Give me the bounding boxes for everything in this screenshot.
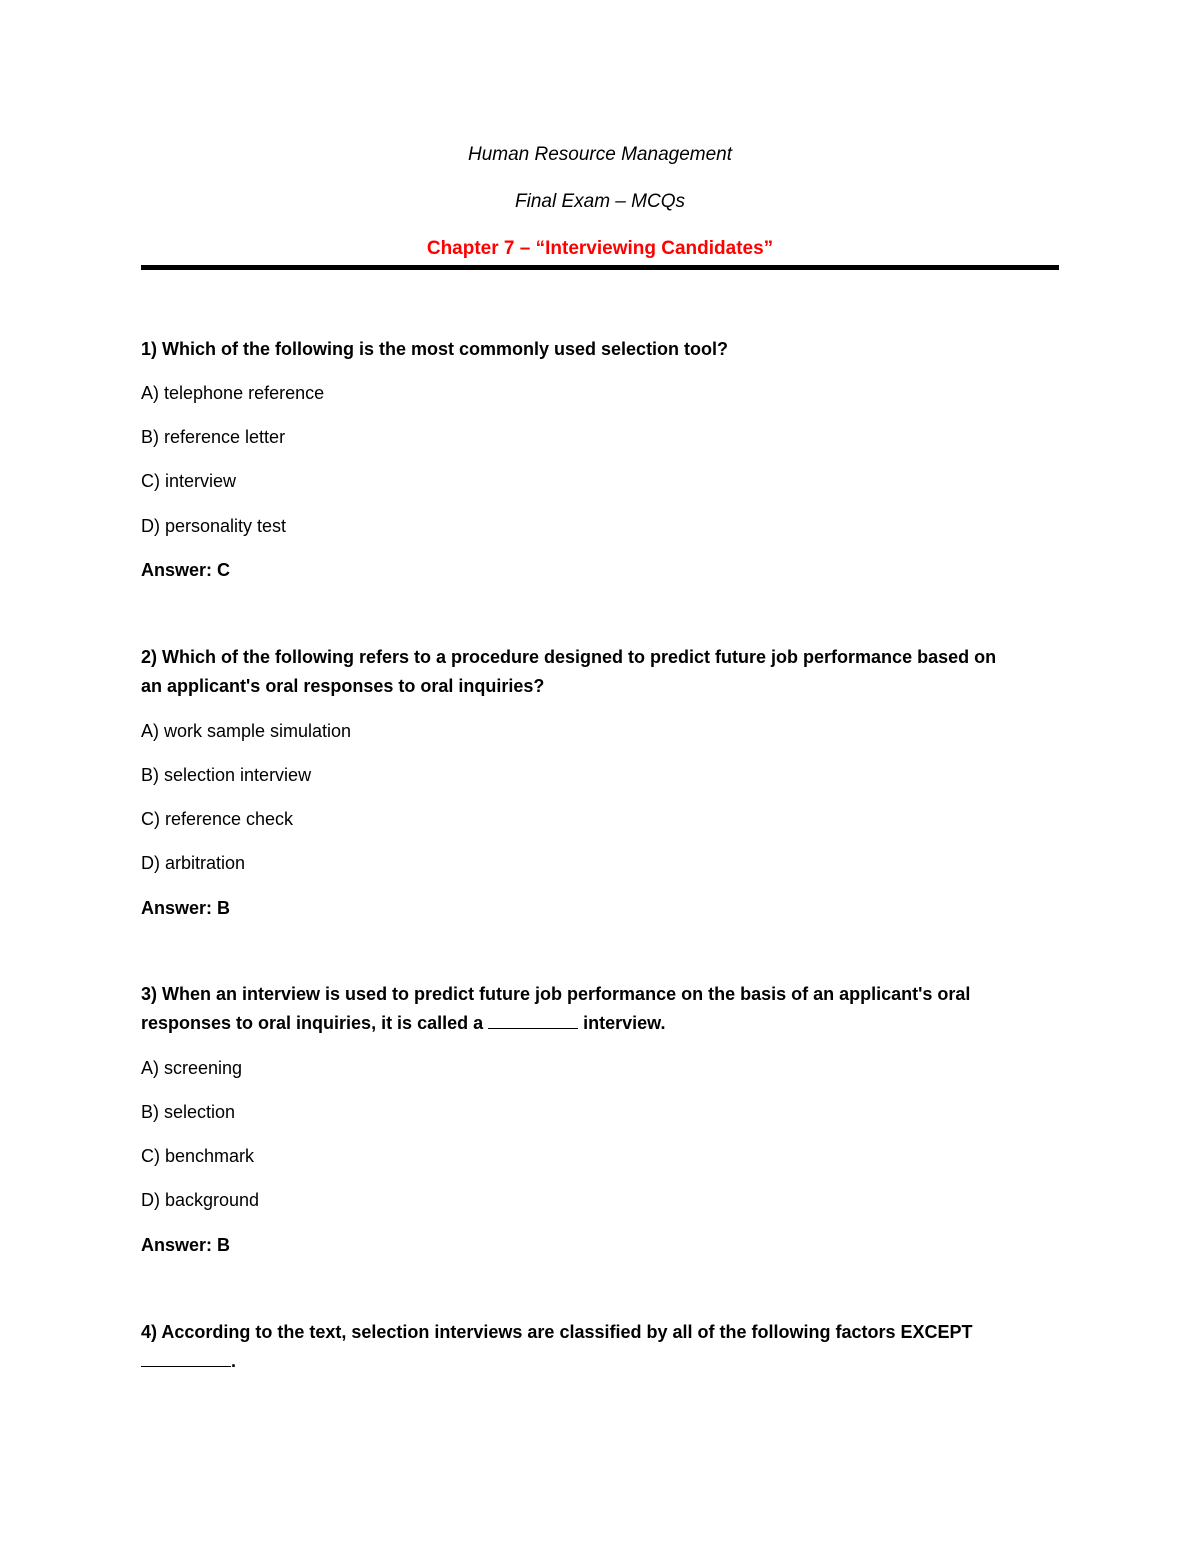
question-3-option-a: A) screening [141,1058,243,1078]
chapter-title: Chapter 7 – “Interviewing Candidates” [426,238,774,259]
answer-blank [488,1010,578,1029]
question-3-option-d: D) background [141,1190,260,1210]
header-rule [141,265,1059,270]
question-1-option-d: D) personality test [141,516,287,536]
question-3-option-b: B) selection [141,1102,236,1122]
course-title: Human Resource Management [467,144,733,165]
question-4-text-line-2 [141,1347,1061,1376]
question-2-option-c: C) reference check [141,809,294,829]
question-2-option-b: B) selection interview [141,765,312,785]
exam-title: Final Exam – MCQs [515,191,685,212]
question-4-text-end: . [231,1351,237,1371]
question-2-option-a: A) work sample simulation [141,721,352,741]
question-1-option-c: C) interview [141,471,237,491]
question-4-text-line-1: 4) According to the text, selection interviews are classified by all of the following factors EXCEPT [141,1322,973,1342]
question-3-text-part-a: responses to oral inquiries, it is called a [141,1013,489,1033]
question-3-option-c: C) benchmark [141,1146,255,1166]
question-2-text-line-2: an applicant's oral responses to oral inquiries? [141,676,545,696]
question-3-text-part-b: interview. [578,1013,666,1033]
question-1-answer: Answer: C [141,560,231,580]
question-1-option-b: B) reference letter [141,427,286,447]
question-1-option-a: A) telephone reference [141,383,325,403]
question-3-text-line-2 [141,1009,1061,1038]
answer-blank [141,1348,231,1367]
question-2-text-line-1: 2) Which of the following refers to a procedure designed to predict future job performance based on [141,647,997,667]
question-3-text-line-1: 3) When an interview is used to predict future job performance on the basis of an applicant's oral [141,984,971,1004]
question-2-option-d: D) arbitration [141,853,246,873]
question-2-answer: Answer: B [141,898,231,918]
question-1-text: 1) Which of the following is the most commonly used selection tool? [141,339,729,359]
question-3-answer: Answer: B [141,1235,231,1255]
